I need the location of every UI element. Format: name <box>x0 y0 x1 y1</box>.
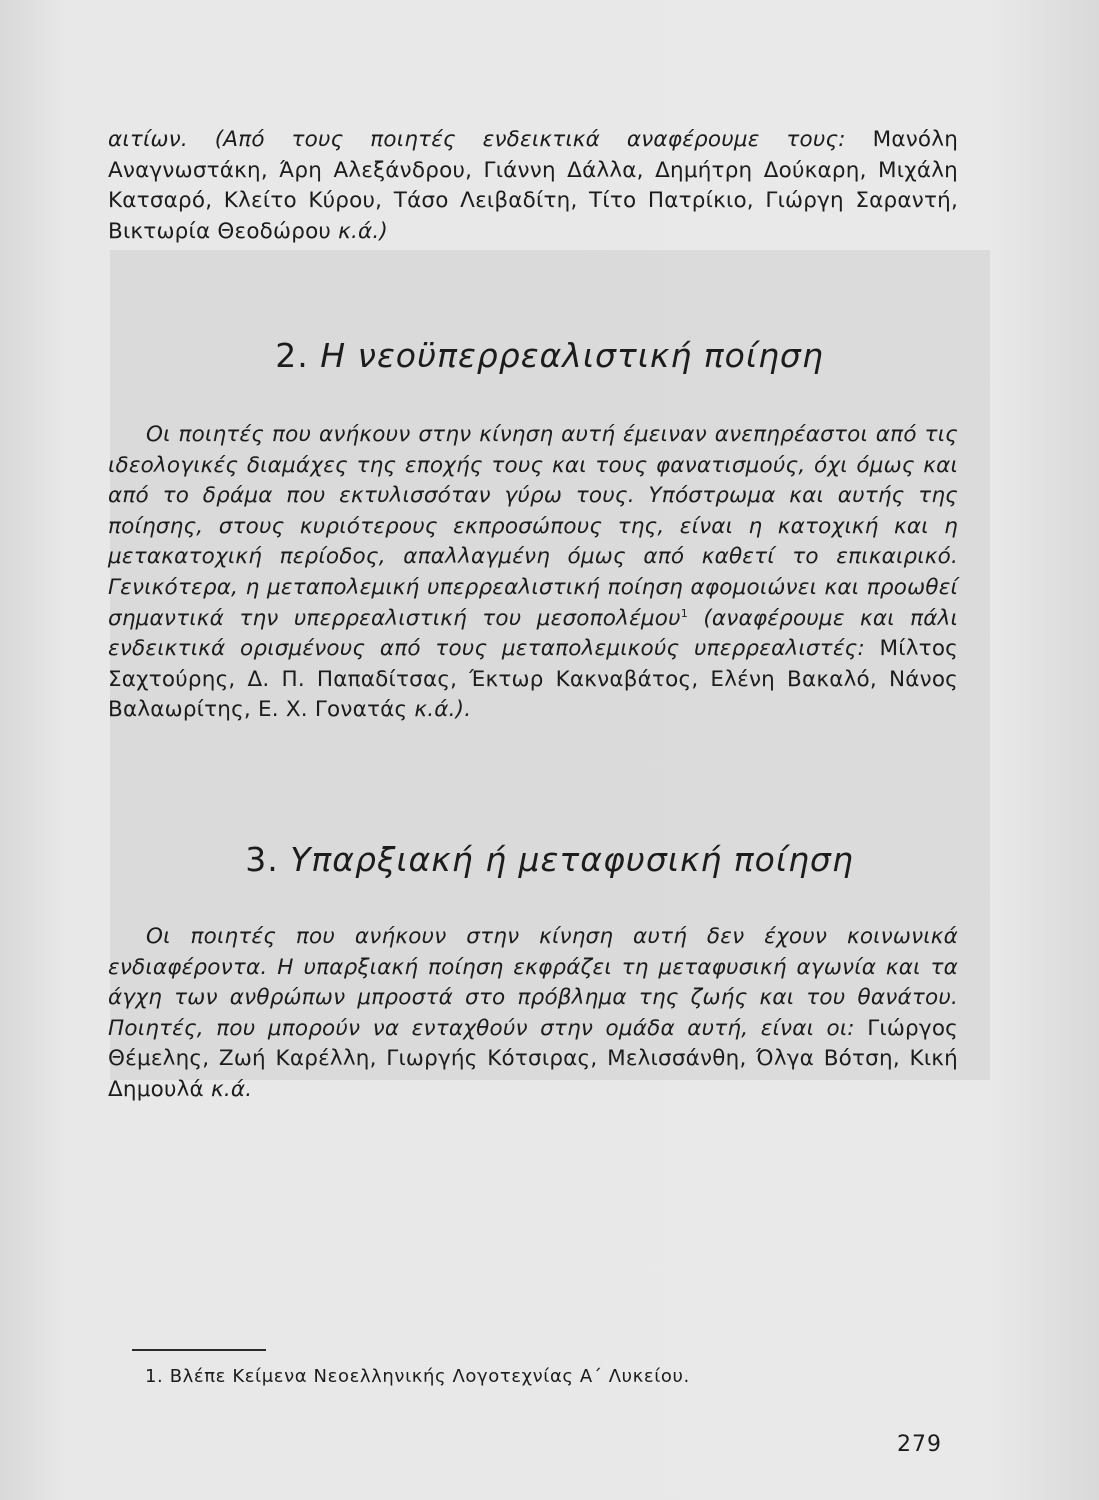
section-2-body-continued: (αναφέρουμε και πάλι ενδεικτικά ορισμένους από τους μεταπολεμικούς υπερρεαλιστές: <box>108 605 958 662</box>
section-3-paragraph <box>108 922 958 1106</box>
page-number: 279 <box>897 1432 942 1457</box>
footnote-divider <box>132 1349 266 1351</box>
section-2-title: Η νεοϋπερρεαλιστική ποίηση <box>320 336 824 375</box>
footnote: 1. Βλέπε Κείμενα Νεοελληνικής Λογοτεχνίας Α΄ Λυκείου. <box>145 1366 690 1387</box>
section-2-heading <box>0 336 1099 375</box>
section-3-heading <box>0 840 1099 879</box>
intro-lead: αιτίων. (Από τους ποιητές ενδεικτικά αναφέρουμε τους: <box>108 127 846 152</box>
section-2-body: Οι ποιητές που ανήκουν στην κίνηση αυτή έμειναν ανεπηρέαστοι από τις ιδεολογικές διαμάχες της εποχής τους και τους φανατισμούς, όχι όμως και από το δράμα που εκτυλισσόταν γύρω τους. Υπόστρωμα και αυτής της ποίησης, στους κυριότερους εκπροσώπους της, είναι η κατοχική και η μετακατοχική περίοδος, απαλλαγμένη όμως από καθετί το επικαιρικό. Γενικότερα, η μεταπολεμική υπερρεαλιστική ποίηση αφομοιώνει και προωθεί σημαντικά την υπερρεαλιστική του μεσοπολέμου <box>108 422 958 631</box>
section-3-number: 3. <box>245 840 279 879</box>
section-2-names: Μίλτος Σαχτούρης, Δ. Π. Παπαδίτσας, Έκτωρ Κακναβάτος, Ελένη Βακαλό, Νάνος Βαλαωρίτης, Ε. Χ. Γονατάς <box>108 636 958 723</box>
section-3-title: Υπαρξιακή ή μεταφυσική ποίηση <box>290 840 854 879</box>
section-2-number: 2. <box>275 336 309 375</box>
footnote-reference: 1 <box>680 606 688 620</box>
intro-tail: κ.ά.) <box>338 218 389 244</box>
section-2-paragraph <box>108 420 958 726</box>
section-3-names: Γιώργος Θέμελης, Ζωή Καρέλλη, Γιωργής Κότσιρας, Μελισσάνθη, Όλγα Βότση, Κική Δημουλά <box>108 1015 958 1102</box>
section-2-tail: κ.ά.). <box>414 697 472 723</box>
intro-names: Μανόλη Αναγνωστάκη, Άρη Αλεξάνδρου, Γιάννη Δάλλα, Δημήτρη Δούκαρη, Μιχάλη Κατσαρό, Κλείτο Κύρου, Τάσο Λειβαδίτη, Τίτο Πατρίκιο, Γιώργη Σαραντή, Βικτωρία Θεοδώρου <box>108 127 959 244</box>
intro-paragraph <box>108 125 958 247</box>
section-3-tail: κ.ά. <box>210 1076 253 1102</box>
section-3-body: Οι ποιητές που ανήκουν στην κίνηση αυτή δεν έχουν κοινωνικά ενδιαφέροντα. Η υπαρξιακή ποίηση εκφράζει τη μεταφυσική αγωνία και τα άγχη των ανθρώπων μπροστά στο πρόβλημα της ζωής και του θανάτου. Ποιητές, που μπορούν να ενταχθούν στην ομάδα αυτή, είναι οι: <box>108 924 958 1041</box>
